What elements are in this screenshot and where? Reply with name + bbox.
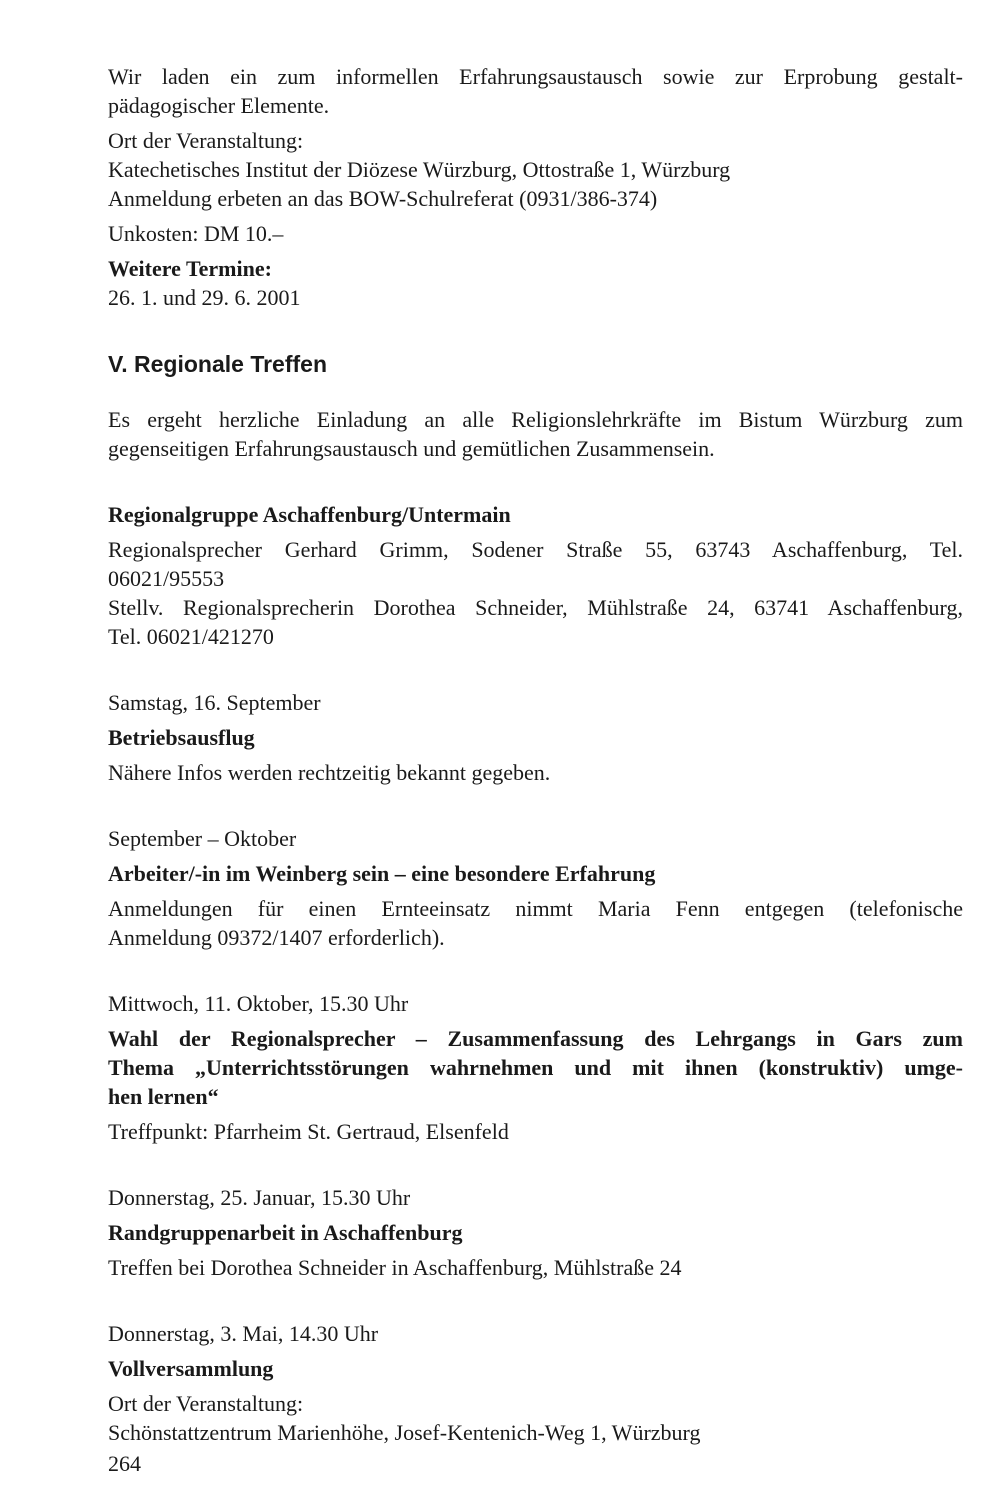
event-item: [108, 1183, 963, 1282]
section-intro: [108, 405, 963, 463]
event-description: Treffen bei Dorothea Schneider in Aschaffenburg, Mühlstraße 24: [108, 1255, 682, 1280]
intro-invitation-line: pädagogischer Elemente.: [108, 93, 330, 118]
venue-label: Ort der Veranstaltung:: [108, 128, 304, 153]
speaker-line: 06021/95553: [108, 566, 225, 591]
event-description: Ort der Veranstaltung:: [108, 1391, 304, 1416]
page-content: [108, 62, 963, 1447]
group-speaker: [108, 535, 963, 651]
deputy-line: Tel. 06021/421270: [108, 624, 274, 649]
intro-invitation-line: Wir laden ein zum informellen Erfahrungsaustausch sowie zur Erprobung gestalt-: [108, 64, 963, 89]
page-number: 264: [108, 1451, 141, 1476]
further-dates-text: 26. 1. und 29. 6. 2001: [108, 285, 301, 310]
event-description: Nähere Infos werden rechtzeitig bekannt gegeben.: [108, 760, 551, 785]
intro-venue: [108, 126, 963, 213]
event-description: Schönstattzentrum Marienhöhe, Josef-Kentenich-Weg 1, Würzburg: [108, 1420, 701, 1445]
costs-text: Unkosten: DM 10.–: [108, 221, 284, 246]
event-item: [108, 688, 963, 787]
event-date: Mittwoch, 11. Oktober, 15.30 Uhr: [108, 991, 409, 1016]
event-item: [108, 824, 963, 952]
event-date: Donnerstag, 3. Mai, 14.30 Uhr: [108, 1321, 379, 1346]
event-title: Randgruppenarbeit in Aschaffenburg: [108, 1220, 463, 1245]
event-title: hen lernen“: [108, 1084, 219, 1109]
speaker-line: Regionalsprecher Gerhard Grimm, Sodener Straße 55, 63743 Aschaffenburg, Tel.: [108, 537, 963, 562]
deputy-line: Stellv. Regionalsprecherin Dorothea Schneider, Mühlstraße 24, 63741 Aschaffenburg,: [108, 595, 963, 620]
event-date: Samstag, 16. September: [108, 690, 321, 715]
event-title: Wahl der Regionalsprecher – Zusammenfassung des Lehrgangs in Gars zum: [108, 1026, 963, 1051]
section-title: V. Regionale Treffen: [108, 351, 327, 377]
event-title: Arbeiter/-in im Weinberg sein – eine besondere Erfahrung: [108, 861, 656, 886]
event-date: September – Oktober: [108, 826, 297, 851]
event-title: Thema „Unterrichtsstörungen wahrnehmen und mit ihnen (konstruktiv) umge-: [108, 1055, 963, 1080]
event-description: Anmeldung 09372/1407 erforderlich).: [108, 925, 445, 950]
venue-text: Katechetisches Institut der Diözese Würzburg, Ottostraße 1, Würzburg: [108, 157, 731, 182]
event-description: Anmeldungen für einen Ernteeinsatz nimmt Maria Fenn entgegen (telefonische: [108, 896, 963, 921]
group-title: Regionalgruppe Aschaffenburg/Untermain: [108, 502, 511, 527]
section-intro-line: Es ergeht herzliche Einladung an alle Religionslehrkräfte im Bistum Würzburg zum: [108, 407, 963, 432]
event-date: Donnerstag, 25. Januar, 15.30 Uhr: [108, 1185, 411, 1210]
event-item: [108, 989, 963, 1146]
event-title: Betriebsausflug: [108, 725, 255, 750]
further-dates-label: Weitere Termine:: [108, 256, 272, 281]
intro-invitation: [108, 62, 963, 120]
event-item: [108, 1319, 963, 1447]
event-title: Vollversammlung: [108, 1356, 274, 1381]
section-intro-line: gegenseitigen Erfahrungsaustausch und gemütlichen Zusammensein.: [108, 436, 715, 461]
event-description: Treffpunkt: Pfarrheim St. Gertraud, Elsenfeld: [108, 1119, 509, 1144]
registration-text: Anmeldung erbeten an das BOW-Schulreferat (0931/386-374): [108, 186, 658, 211]
